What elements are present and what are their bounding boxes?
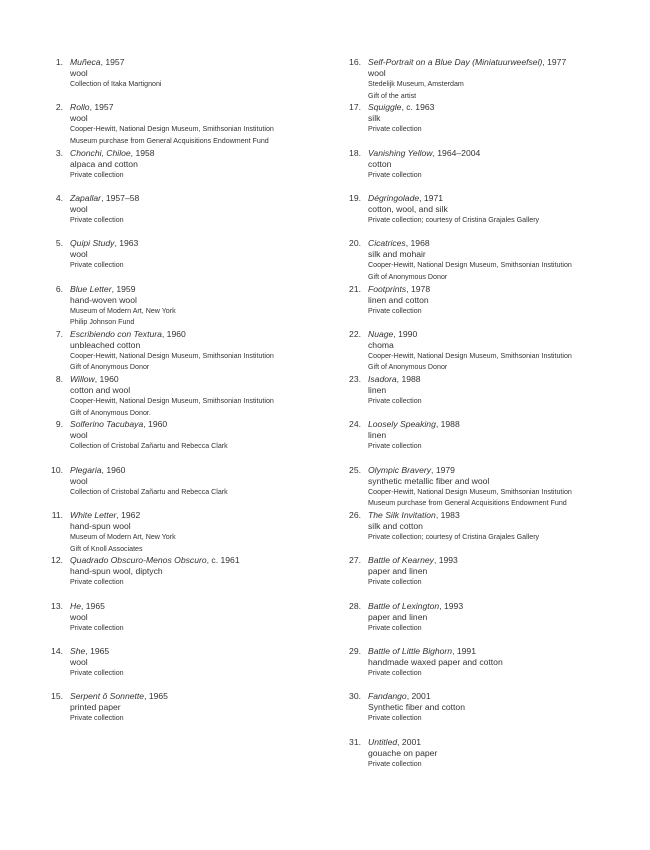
title-date-separator: , bbox=[419, 192, 424, 203]
artwork-title: Footprints bbox=[368, 283, 407, 294]
entry-number: 7. bbox=[55, 328, 63, 339]
artwork-medium: paper and linen bbox=[368, 566, 428, 577]
entry-heading bbox=[70, 57, 320, 68]
checklist-entry bbox=[328, 465, 643, 510]
artwork-date: 1988 bbox=[401, 374, 421, 385]
checklist-entry bbox=[328, 102, 643, 136]
title-date-separator: , bbox=[435, 510, 441, 520]
checklist-entry bbox=[30, 419, 320, 453]
artwork-credit-line: Collection of Cristobal Zañartu and Rebecca Clark bbox=[70, 487, 228, 496]
artwork-credit-line: Cooper-Hewitt, National Design Museum, Smithsonian Institution bbox=[368, 351, 572, 360]
checklist-entry bbox=[30, 238, 320, 272]
entry-number: 19. bbox=[349, 192, 361, 203]
entry-heading bbox=[70, 238, 320, 249]
entry-body bbox=[368, 465, 643, 510]
artwork-medium: wool bbox=[70, 249, 88, 260]
artwork-date: 1957 bbox=[94, 102, 114, 113]
artwork-date: 1971 bbox=[423, 192, 444, 203]
entry-heading bbox=[70, 510, 320, 521]
artwork-credit-line: Collection of Cristobal Zañartu and Rebecca Clark bbox=[70, 442, 228, 451]
artwork-medium: hand-woven wool bbox=[70, 294, 137, 305]
artwork-medium: linen bbox=[368, 430, 387, 441]
artwork-credit-line: Private collection bbox=[70, 170, 124, 179]
artwork-title: Fandango bbox=[368, 691, 407, 702]
artwork-title: Untitled bbox=[368, 736, 398, 747]
artwork-medium: linen bbox=[368, 385, 387, 396]
entry-heading bbox=[368, 57, 643, 68]
artwork-credit-line: Private collection bbox=[368, 442, 422, 451]
artwork-credit-line: Cooper-Hewitt, National Design Museum, Smithsonian Institution bbox=[70, 351, 274, 360]
entry-body bbox=[368, 329, 643, 374]
artwork-title: Olympic Bravery bbox=[368, 464, 432, 475]
artwork-credit-line: Private collection bbox=[368, 668, 422, 677]
title-date-separator: , bbox=[116, 510, 122, 520]
artwork-title: Serpent ô Sonnette bbox=[70, 691, 145, 702]
artwork-credit-line: Private collection bbox=[368, 578, 422, 587]
checklist-entry bbox=[328, 601, 643, 635]
artwork-title: White Letter bbox=[70, 510, 117, 520]
checklist-entry bbox=[30, 57, 320, 91]
entry-body bbox=[368, 238, 643, 283]
entry-number: 26. bbox=[349, 510, 361, 520]
entry-number: 15. bbox=[51, 691, 63, 702]
entry-body bbox=[368, 284, 643, 318]
artwork-credit-line: Private collection bbox=[368, 125, 422, 134]
artwork-credit-line: Private collection bbox=[368, 759, 422, 768]
artwork-medium: hand-spun wool bbox=[70, 521, 131, 531]
entry-heading bbox=[70, 465, 320, 476]
artwork-title: Willow bbox=[70, 374, 95, 385]
artwork-date: 1957 bbox=[105, 57, 125, 67]
title-date-separator: , bbox=[94, 374, 100, 385]
entry-number: 20. bbox=[349, 238, 361, 249]
checklist-entry bbox=[30, 374, 320, 419]
entry-body bbox=[70, 374, 320, 419]
checklist-entry bbox=[30, 601, 320, 635]
artwork-title: Blue Letter bbox=[70, 283, 112, 294]
title-date-separator: , bbox=[439, 600, 444, 611]
entry-body bbox=[70, 555, 320, 589]
entry-number: 6. bbox=[55, 283, 63, 294]
entry-body bbox=[368, 555, 643, 589]
artwork-medium: hand-spun wool, diptych bbox=[70, 566, 163, 577]
entry-body bbox=[368, 193, 643, 227]
entry-body bbox=[368, 646, 643, 680]
artwork-date: 1962 bbox=[121, 510, 141, 520]
title-date-separator: , bbox=[130, 147, 136, 158]
artwork-medium: gouache on paper bbox=[368, 747, 438, 758]
artwork-title: Battle of Kearney bbox=[368, 555, 434, 566]
entry-heading bbox=[368, 601, 643, 612]
artwork-credit-line: Museum purchase from General Acquisitions Endowment Fund bbox=[70, 136, 269, 145]
entry-number: 14. bbox=[51, 645, 63, 656]
title-date-separator: , bbox=[111, 283, 117, 294]
artwork-medium: cotton, wool, and silk bbox=[368, 203, 448, 214]
artwork-medium: wool bbox=[70, 430, 88, 441]
entry-heading bbox=[368, 284, 643, 295]
checklist-entry bbox=[328, 510, 643, 544]
artwork-date: 1979 bbox=[435, 464, 455, 475]
title-date-separator: , bbox=[161, 328, 167, 339]
entry-number: 25. bbox=[349, 464, 361, 475]
checklist-entry bbox=[30, 465, 320, 499]
artwork-medium: cotton and wool bbox=[70, 385, 131, 396]
artwork-credit-line: Private collection bbox=[368, 306, 422, 315]
artwork-credit-line: Private collection bbox=[70, 261, 124, 270]
artwork-date: 1963 bbox=[119, 238, 139, 249]
artwork-date: 1993 bbox=[443, 600, 464, 611]
artwork-credit-line: Private collection bbox=[368, 397, 422, 406]
title-date-separator: , bbox=[85, 645, 91, 656]
entry-number: 24. bbox=[349, 419, 361, 430]
artwork-credit-line: Philip Johnson Fund bbox=[70, 318, 135, 326]
artwork-credit-line: Cooper-Hewitt, National Design Museum, Smithsonian Institution bbox=[70, 125, 274, 134]
artwork-date: c. 1963 bbox=[406, 102, 435, 113]
checklist-entry bbox=[328, 646, 643, 680]
artwork-credit-line: Private collection bbox=[368, 623, 422, 632]
entry-body bbox=[368, 419, 643, 453]
artwork-date: 1965 bbox=[90, 645, 110, 656]
artwork-title: Quipi Study bbox=[70, 238, 115, 249]
artwork-medium: handmade waxed paper and cotton bbox=[368, 656, 503, 667]
title-date-separator: , bbox=[114, 238, 120, 249]
artwork-credit-line: Private collection; courtesy of Cristina Grajales Gallery bbox=[368, 215, 540, 224]
entry-body bbox=[70, 102, 320, 147]
entry-body bbox=[368, 102, 643, 136]
checklist-entry bbox=[328, 691, 643, 725]
checklist-entry bbox=[328, 419, 643, 453]
artwork-title: Isadora bbox=[368, 374, 397, 385]
entry-heading bbox=[70, 646, 320, 657]
entry-heading bbox=[368, 148, 643, 159]
title-date-separator: , bbox=[433, 555, 439, 566]
artwork-date: 1988 bbox=[440, 419, 460, 430]
artwork-date: 1977 bbox=[547, 57, 567, 67]
artwork-credit-line: Gift of Anonymous Donor bbox=[368, 272, 448, 281]
title-date-separator: , bbox=[435, 419, 441, 430]
entry-body bbox=[368, 57, 643, 102]
entry-heading bbox=[70, 555, 320, 566]
checklist-entry bbox=[328, 238, 643, 283]
entry-body bbox=[70, 691, 320, 725]
artwork-date: c. 1961 bbox=[211, 555, 240, 566]
entry-number: 4. bbox=[55, 192, 63, 203]
entry-body bbox=[70, 646, 320, 680]
entry-heading bbox=[368, 737, 643, 748]
checklist-entry bbox=[30, 646, 320, 680]
entry-number: 9. bbox=[55, 419, 63, 430]
artwork-credit-line: Private collection bbox=[368, 714, 422, 723]
title-date-separator: , bbox=[401, 102, 407, 113]
artwork-title: Self-Portrait on a Blue Day (Miniatuurweefsel) bbox=[368, 57, 543, 67]
artwork-title: Vanishing Yellow bbox=[368, 147, 433, 158]
entry-number: 8. bbox=[55, 374, 63, 385]
artwork-title: Battle of Little Bighorn bbox=[368, 645, 453, 656]
entry-number: 23. bbox=[349, 374, 361, 385]
artwork-credit-line: Gift of Anonymous Donor bbox=[368, 363, 448, 372]
entry-heading bbox=[368, 555, 643, 566]
checklist-entry bbox=[30, 329, 320, 374]
artwork-credit-line: Gift of Knoll Associates bbox=[70, 544, 143, 553]
entry-heading bbox=[368, 329, 643, 340]
entry-heading bbox=[368, 238, 643, 249]
entry-heading bbox=[70, 102, 320, 113]
checklist-entry bbox=[328, 555, 643, 589]
artwork-date: 1964–2004 bbox=[437, 147, 481, 158]
artwork-medium: Synthetic fiber and cotton bbox=[368, 702, 465, 713]
title-date-separator: , bbox=[393, 328, 399, 339]
artwork-credit-line: Cooper-Hewitt, National Design Museum, Smithsonian Institution bbox=[368, 487, 572, 496]
artwork-title: Rollo bbox=[70, 102, 90, 113]
artwork-credit-line: Cooper-Hewitt, National Design Museum, Smithsonian Institution bbox=[70, 397, 274, 406]
artwork-medium: printed paper bbox=[70, 702, 121, 713]
artwork-date: 1991 bbox=[456, 645, 476, 656]
entry-number: 21. bbox=[349, 283, 361, 294]
entry-body bbox=[70, 510, 320, 555]
artwork-medium: wool bbox=[70, 656, 88, 667]
entry-heading bbox=[368, 419, 643, 430]
artwork-credit-line: Private collection bbox=[70, 668, 124, 677]
entry-heading bbox=[70, 193, 320, 204]
entry-body bbox=[70, 57, 320, 91]
artwork-credit-line: Museum of Modern Art, New York bbox=[70, 306, 176, 315]
entry-heading bbox=[368, 374, 643, 385]
entry-number: 22. bbox=[349, 328, 361, 339]
artwork-title: The Silk Invitation bbox=[368, 510, 436, 520]
title-date-separator: , bbox=[397, 736, 402, 747]
entry-body bbox=[70, 601, 320, 635]
artwork-medium: choma bbox=[368, 339, 394, 350]
checklist-entry bbox=[30, 284, 320, 329]
checklist-entry bbox=[328, 284, 643, 318]
artwork-date: 1960 bbox=[166, 328, 186, 339]
artwork-date: 1978 bbox=[411, 283, 431, 294]
checklist-entry bbox=[30, 148, 320, 182]
artwork-medium: wool bbox=[70, 611, 88, 622]
title-date-separator: , bbox=[431, 464, 436, 475]
entry-number: 17. bbox=[349, 102, 361, 113]
artwork-date: 1958 bbox=[135, 147, 155, 158]
entry-body bbox=[70, 419, 320, 453]
checklist-entry bbox=[328, 148, 643, 182]
entry-number: 2. bbox=[55, 102, 63, 113]
artwork-date: 1965 bbox=[148, 691, 168, 702]
artwork-title: Loosely Speaking bbox=[368, 419, 436, 430]
artwork-date: 1960 bbox=[99, 374, 119, 385]
checklist-entry bbox=[30, 691, 320, 725]
artwork-date: 2001 bbox=[401, 736, 422, 747]
entry-body bbox=[368, 737, 643, 771]
entry-number: 28. bbox=[349, 600, 361, 611]
entry-number: 10. bbox=[51, 464, 63, 475]
artwork-medium: wool bbox=[368, 68, 386, 78]
entry-number: 27. bbox=[349, 555, 361, 566]
entry-heading bbox=[368, 193, 643, 204]
artwork-credit-line: Private collection; courtesy of Cristina Grajales Gallery bbox=[368, 533, 540, 541]
checklist-entry bbox=[328, 374, 643, 408]
entry-number: 13. bbox=[51, 600, 63, 611]
entry-heading bbox=[70, 601, 320, 612]
artwork-title: She bbox=[70, 645, 86, 656]
artwork-medium: silk bbox=[368, 113, 381, 124]
entry-heading bbox=[368, 510, 643, 521]
artwork-credit-line: Private collection bbox=[70, 215, 124, 224]
artwork-medium: silk and cotton bbox=[368, 521, 423, 531]
entry-heading bbox=[70, 329, 320, 340]
artwork-medium: unbleached cotton bbox=[70, 339, 141, 350]
artwork-title: He bbox=[70, 600, 81, 611]
entry-body bbox=[368, 374, 643, 408]
artwork-credit-line: Cooper-Hewitt, National Design Museum, Smithsonian Institution bbox=[368, 261, 572, 270]
artwork-medium: cotton bbox=[368, 158, 392, 169]
artwork-credit-line: Gift of Anonymous Donor bbox=[70, 363, 150, 372]
artwork-title: Battle of Lexington bbox=[368, 600, 440, 611]
artwork-title: Chonchi, Chiloe bbox=[70, 147, 131, 158]
entry-body bbox=[368, 601, 643, 635]
entry-body bbox=[70, 193, 320, 227]
title-date-separator: , bbox=[452, 645, 457, 656]
title-date-separator: , bbox=[101, 192, 106, 203]
entry-body bbox=[70, 465, 320, 499]
checklist-entry bbox=[328, 329, 643, 374]
artwork-medium: silk and mohair bbox=[368, 249, 426, 260]
artwork-credit-line: Private collection bbox=[368, 170, 422, 179]
artwork-title: Plegaria bbox=[70, 464, 102, 475]
artwork-title: Muñeca bbox=[70, 57, 101, 67]
entry-body bbox=[70, 238, 320, 272]
artwork-credit-line: Private collection bbox=[70, 714, 124, 723]
artwork-title: Dégringolade bbox=[368, 192, 420, 203]
entry-body bbox=[70, 329, 320, 374]
entry-number: 29. bbox=[349, 645, 361, 656]
artwork-medium: alpaca and cotton bbox=[70, 158, 138, 169]
artwork-medium: paper and linen bbox=[368, 611, 428, 622]
title-date-separator: , bbox=[101, 464, 107, 475]
artwork-title: Cicatrices bbox=[368, 238, 406, 249]
artwork-credit-line: Stedelijk Museum, Amsterdam bbox=[368, 80, 464, 88]
artwork-date: 1990 bbox=[398, 328, 418, 339]
artwork-title: Nuage bbox=[368, 328, 394, 339]
title-date-separator: , bbox=[100, 57, 106, 67]
artwork-medium: wool bbox=[70, 68, 88, 78]
entry-heading bbox=[70, 148, 320, 159]
entry-number: 1. bbox=[55, 57, 63, 67]
artwork-medium: linen and cotton bbox=[368, 294, 429, 305]
entry-body bbox=[70, 284, 320, 329]
checklist-entry bbox=[30, 193, 320, 227]
entry-number: 16. bbox=[349, 57, 361, 67]
artwork-credit-line: Gift of Anonymous Donor. bbox=[70, 408, 151, 417]
artwork-credit-line: Museum purchase from General Acquisitions Endowment Fund bbox=[368, 499, 567, 508]
entry-heading bbox=[368, 102, 643, 113]
artwork-medium: wool bbox=[70, 113, 88, 124]
artwork-title: Solferino Tacubaya bbox=[70, 419, 144, 430]
entry-heading bbox=[70, 374, 320, 385]
artwork-date: 1960 bbox=[148, 419, 168, 430]
artwork-date: 1968 bbox=[410, 238, 430, 249]
artwork-medium: synthetic metallic fiber and wool bbox=[368, 475, 490, 486]
entry-number: 31. bbox=[349, 736, 361, 747]
artwork-credit-line: Collection of Itaka Martignoni bbox=[70, 80, 162, 88]
entry-number: 30. bbox=[349, 691, 361, 702]
entry-heading bbox=[368, 646, 643, 657]
artwork-credit-line: Private collection bbox=[70, 623, 124, 632]
entry-heading bbox=[368, 691, 643, 702]
artwork-date: 1983 bbox=[440, 510, 460, 520]
entry-heading bbox=[70, 691, 320, 702]
artwork-credit-line: Museum of Modern Art, New York bbox=[70, 533, 176, 541]
entry-number: 11. bbox=[51, 510, 63, 520]
artwork-credit-line: Gift of the artist bbox=[368, 91, 417, 100]
title-date-separator: , bbox=[143, 419, 149, 430]
artwork-date: 1960 bbox=[106, 464, 126, 475]
title-date-separator: , bbox=[206, 555, 212, 566]
checklist-entry bbox=[328, 193, 643, 227]
artwork-title: Zapallar bbox=[70, 192, 102, 203]
entry-body bbox=[368, 148, 643, 182]
title-date-separator: , bbox=[144, 691, 149, 702]
artwork-title: Quadrado Obscuro-Menos Obscuro bbox=[70, 555, 207, 566]
artwork-medium: wool bbox=[70, 475, 88, 486]
entry-body bbox=[368, 691, 643, 725]
title-date-separator: , bbox=[81, 600, 86, 611]
entry-number: 5. bbox=[55, 238, 63, 249]
artwork-date: 1965 bbox=[85, 600, 105, 611]
title-date-separator: , bbox=[405, 238, 411, 249]
title-date-separator: , bbox=[396, 374, 402, 385]
entry-heading bbox=[368, 465, 643, 476]
artwork-title: Escribiendo con Textura bbox=[70, 328, 162, 339]
artwork-date: 1957–58 bbox=[105, 192, 140, 203]
artwork-credit-line: Private collection bbox=[70, 578, 124, 587]
title-date-separator: , bbox=[89, 102, 95, 113]
checklist-entry bbox=[30, 510, 320, 555]
artwork-title: Squiggle bbox=[368, 102, 402, 113]
artwork-date: 2001 bbox=[411, 691, 431, 702]
title-date-separator: , bbox=[542, 57, 548, 67]
checklist-entry bbox=[30, 102, 320, 147]
entry-body bbox=[368, 510, 643, 544]
title-date-separator: , bbox=[406, 283, 411, 294]
title-date-separator: , bbox=[406, 691, 412, 702]
artwork-date: 1993 bbox=[438, 555, 458, 566]
entry-heading bbox=[70, 284, 320, 295]
entry-number: 18. bbox=[349, 147, 361, 158]
entry-number: 3. bbox=[55, 147, 63, 158]
entry-number: 12. bbox=[51, 555, 63, 566]
artwork-date: 1959 bbox=[116, 283, 136, 294]
artwork-medium: wool bbox=[70, 203, 88, 214]
entry-body bbox=[70, 148, 320, 182]
checklist-entry bbox=[328, 737, 643, 771]
title-date-separator: , bbox=[432, 147, 438, 158]
entry-heading bbox=[70, 419, 320, 430]
checklist-entry bbox=[30, 555, 320, 589]
checklist-entry bbox=[328, 57, 643, 102]
